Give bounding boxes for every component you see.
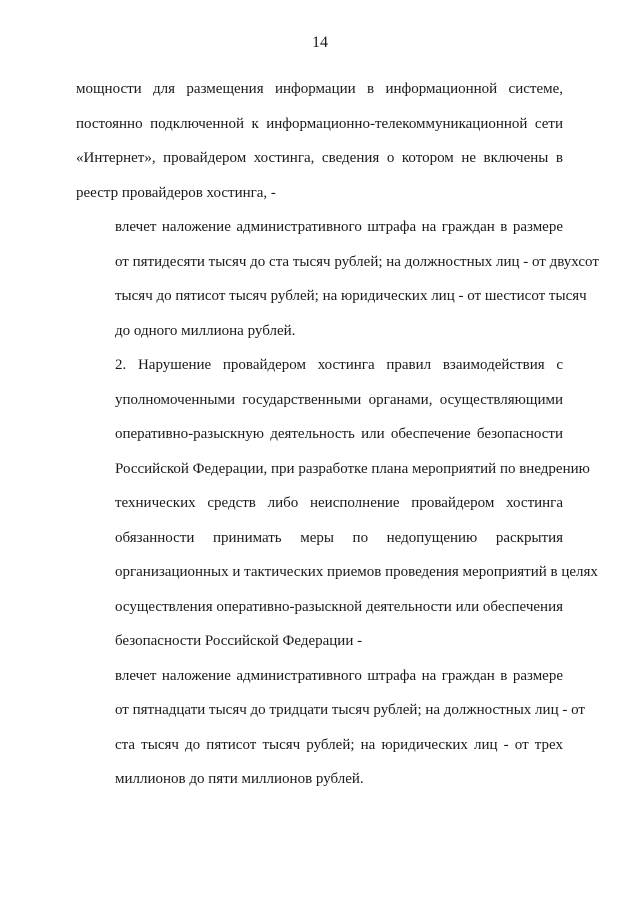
text-line: безопасности Российской Федерации - bbox=[115, 633, 363, 649]
paragraph-article-2 bbox=[76, 348, 598, 659]
paragraph-subject bbox=[76, 72, 563, 210]
page-number: 14 bbox=[312, 34, 328, 51]
text-line: технических средств либо неисполнение провайдером хостинга bbox=[115, 495, 563, 511]
text-line: от пятнадцати тысяч до тридцати тысяч рублей; на должностных лиц - от bbox=[115, 702, 585, 718]
text-line: до одного миллиона рублей. bbox=[115, 322, 296, 339]
text-line: осуществления оперативно-разыскной деятельности или обеспечения bbox=[115, 598, 563, 615]
text-line: мощности для размещения информации в информационной системе, bbox=[76, 81, 563, 97]
text-line: ста тысяч до пятисот тысяч рублей; на юридических лиц - от трех bbox=[115, 736, 563, 753]
text-line: «Интернет», провайдером хостинга, сведения о котором не включены в bbox=[76, 150, 563, 166]
document-body bbox=[76, 72, 599, 797]
text-line: влечет наложение административного штрафа на граждан в размере bbox=[115, 667, 563, 684]
paragraph-penalty-1 bbox=[76, 210, 599, 348]
text-line: от пятидесяти тысяч до ста тысяч рублей; на должностных лиц - от двухсот bbox=[115, 253, 599, 270]
text-line: миллионов до пяти миллионов рублей. bbox=[115, 771, 364, 787]
text-line: влечет наложение административного штрафа на граждан в размере bbox=[115, 219, 563, 235]
text-line: реестр провайдеров хостинга, - bbox=[76, 184, 276, 201]
text-line: уполномоченными государственными органами, осуществляющими bbox=[115, 391, 563, 408]
text-line: тысяч до пятисот тысяч рублей; на юридических лиц - от шестисот тысяч bbox=[115, 288, 587, 304]
text-line: обязанности принимать меры по недопущению раскрытия bbox=[115, 529, 563, 546]
text-line: Российской Федерации, при разработке плана мероприятий по внедрению bbox=[115, 460, 590, 477]
text-line: постоянно подключенной к информационно-телекоммуникационной сети bbox=[76, 115, 563, 132]
text-line: 2. Нарушение провайдером хостинга правил взаимодействия с bbox=[115, 357, 563, 373]
text-line: организационных и тактических приемов проведения мероприятий в целях bbox=[115, 564, 598, 580]
paragraph-penalty-2 bbox=[76, 659, 585, 797]
text-line: оперативно-разыскную деятельность или обеспечение безопасности bbox=[115, 426, 563, 442]
